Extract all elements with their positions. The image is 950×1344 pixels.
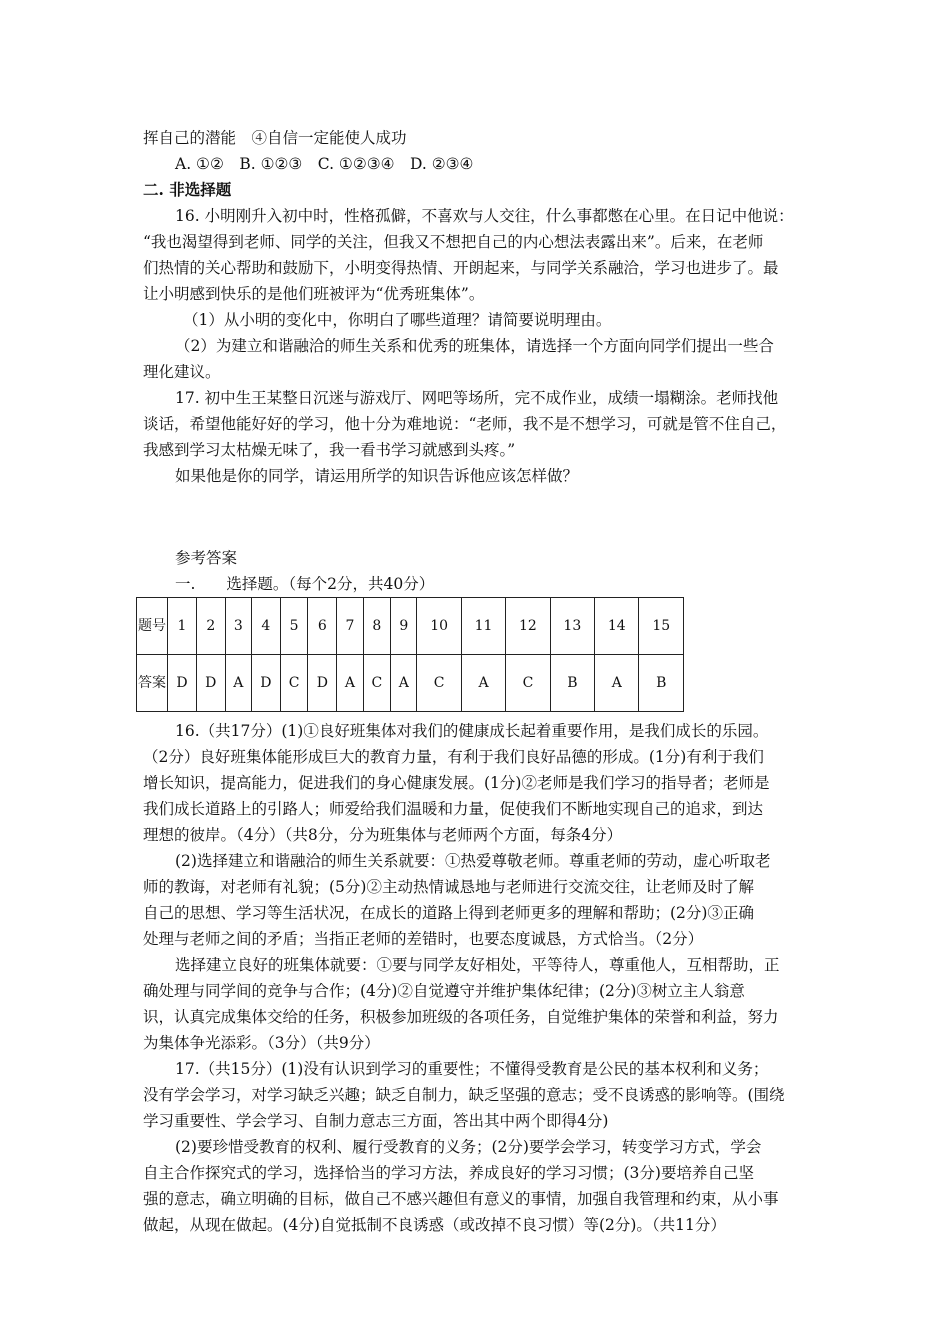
question-17-prompt: 如果他是你的同学，请运用所学的知识告诉他应该怎样做？ (175, 467, 579, 485)
answer-16-part-2: 处理与老师之间的矛盾；当指正老师的差错时，也要态度诚恳，方式恰当。（2分） (143, 930, 704, 948)
table-cell: A (391, 655, 417, 712)
table-cell: A (225, 655, 251, 712)
table-header-question: 题号 (137, 598, 168, 655)
question-16-text: 们热情的关心帮助和鼓励下，小明变得热情、开朗起来，与同学关系融洽，学习也进步了。最 (143, 259, 779, 277)
table-cell: 5 (280, 598, 308, 655)
table-cell: 1 (168, 598, 197, 655)
table-cell: 2 (196, 598, 225, 655)
answer-17-text: 17.（共15分）(1)没有认识到学习的重要性；不懂得受教育是公民的基本权利和义务； (175, 1060, 769, 1078)
answer-key-section: 一. 选择题。（每个2分，共40分） (175, 575, 435, 593)
table-cell: 13 (550, 598, 594, 655)
answer-16-text: 我们成长道路上的引路人；师爱给我们温暖和力量，促使我们不断地实现自己的追求，到达 (143, 800, 764, 818)
answer-17-part-2: 做起，从现在做起。(4分)自觉抵制不良诱惑（或改掉不良习惯）等(2分)。（共11分） (143, 1216, 726, 1234)
question-16-part-2: 理化建议。 (143, 363, 221, 381)
question-16-text: 让小明感到快乐的是他们班被评为“优秀班集体”。 (143, 285, 485, 303)
table-cell: C (280, 655, 308, 712)
table-cell: C (506, 655, 550, 712)
table-header-answer: 答案 (137, 655, 168, 712)
answer-16-alt: 选择建立良好的班集体就要：①要与同学友好相处，平等待人，尊重他人，互相帮助，正 (175, 956, 780, 974)
answer-choices: A. ①② B. ①②③ C. ①②③④ D. ②③④ (175, 155, 474, 173)
answer-17-part-2: 强的意志，确立明确的目标，做自己不感兴趣但有意义的事情，加强自我管理和约束，从小事 (143, 1190, 779, 1208)
question-16-part-2: （2）为建立和谐融洽的师生关系和优秀的班集体，请选择一个方面向同学们提出一些合 (175, 337, 774, 355)
answer-table (136, 597, 684, 712)
table-cell: 11 (461, 598, 505, 655)
table-cell: 8 (363, 598, 391, 655)
table-cell: D (251, 655, 280, 712)
answer-16-text: 理想的彼岸。（4分）（共8分，分为班集体与老师两个方面，每条4分） (143, 826, 623, 844)
table-cell: 10 (417, 598, 461, 655)
question-17-text: 谈话，希望他能好好的学习，他十分为难地说：“老师，我不是不想学习，可就是管不住自己， (143, 415, 787, 433)
question-option-line: 挥自己的潜能 ④自信一定能使人成功 (143, 129, 407, 147)
table-cell: 9 (391, 598, 417, 655)
answer-17-part-2: 自主合作探究式的学习，选择恰当的学习方法，养成良好的学习习惯；(3分)要培养自己坚 (143, 1164, 754, 1182)
table-cell: A (337, 655, 363, 712)
table-cell: 6 (308, 598, 337, 655)
table-cell: 3 (225, 598, 251, 655)
table-row-answers (137, 655, 684, 712)
question-16-part-1: （1）从小明的变化中，你明白了哪些道理？请简要说明理由。 (183, 311, 612, 329)
table-cell: 7 (337, 598, 363, 655)
table-cell: D (308, 655, 337, 712)
question-16-text: 16. 小明刚升入初中时，性格孤僻，不喜欢与人交往，什么事都憋在心里。在日记中他说： (175, 207, 794, 225)
table-cell: D (196, 655, 225, 712)
answer-16-alt: 确处理与同学间的竞争与合作；(4分)②自觉遵守并维护集体纪律；(2分)③树立主人翁意 (143, 982, 745, 1000)
answer-16-text: 16.（共17分）(1)①良好班集体对我们的健康成长起着重要作用，是我们成长的乐园。 (175, 722, 769, 740)
table-cell: 15 (639, 598, 684, 655)
answer-key-title: 参考答案 (175, 549, 238, 567)
answer-16-alt: 识，认真完成集体交给的任务，积极参加班级的各项任务，自觉维护集体的荣誉和利益，努力 (143, 1008, 779, 1026)
answer-17-part-2: (2)要珍惜受教育的权利、履行受教育的义务；(2分)要学会学习，转变学习方式，学会 (175, 1138, 762, 1156)
answer-16-part-2: (2)选择建立和谐融洽的师生关系就要：①热爱尊敬老师。尊重老师的劳动，虚心听取老 (175, 852, 771, 870)
answer-17-text: 学习重要性、学会学习、自制力意志三方面，答出其中两个即得4分) (143, 1112, 609, 1130)
table-cell: 12 (506, 598, 550, 655)
section-heading: 二. 非选择题 (143, 180, 232, 199)
table-row-numbers (137, 598, 684, 655)
answer-16-alt: 为集体争光添彩。（3分）（共9分） (143, 1034, 380, 1052)
question-16-text: “我也渴望得到老师、同学的关注，但我又不想把自己的内心想法表露出来”。后来，在老师 (143, 233, 764, 251)
question-17-text: 17. 初中生王某整日沉迷与游戏厅、网吧等场所，完不成作业，成绩一塌糊涂。老师找他 (175, 389, 779, 407)
answer-16-part-2: 师的教诲，对老师有礼貌；(5分)②主动热情诚恳地与老师进行交流交往，让老师及时了解 (143, 878, 754, 896)
answer-17-text: 没有学会学习，对学习缺乏兴趣；缺乏自制力，缺乏坚强的意志；受不良诱惑的影响等。(围绕 (143, 1086, 785, 1104)
table-cell: B (550, 655, 594, 712)
table-cell: C (363, 655, 391, 712)
answer-16-text: （2分）良好班集体能形成巨大的教育力量，有利于我们良好品德的形成。(1分)有利于我们 (143, 748, 764, 766)
table-cell: A (461, 655, 505, 712)
table-cell: D (168, 655, 197, 712)
question-17-text: 我感到学习太枯燥无味了，我一看书学习就感到头疼。” (143, 441, 516, 459)
table-cell: 4 (251, 598, 280, 655)
answer-16-part-2: 自己的思想、学习等生活状况，在成长的道路上得到老师更多的理解和帮助；(2分)③正确 (143, 904, 754, 922)
table-cell: C (417, 655, 461, 712)
table-cell: 14 (595, 598, 639, 655)
table-cell: B (639, 655, 684, 712)
table-cell: A (595, 655, 639, 712)
answer-16-text: 增长知识，提高能力，促进我们的身心健康发展。(1分)②老师是我们学习的指导者；老师是 (143, 774, 770, 792)
